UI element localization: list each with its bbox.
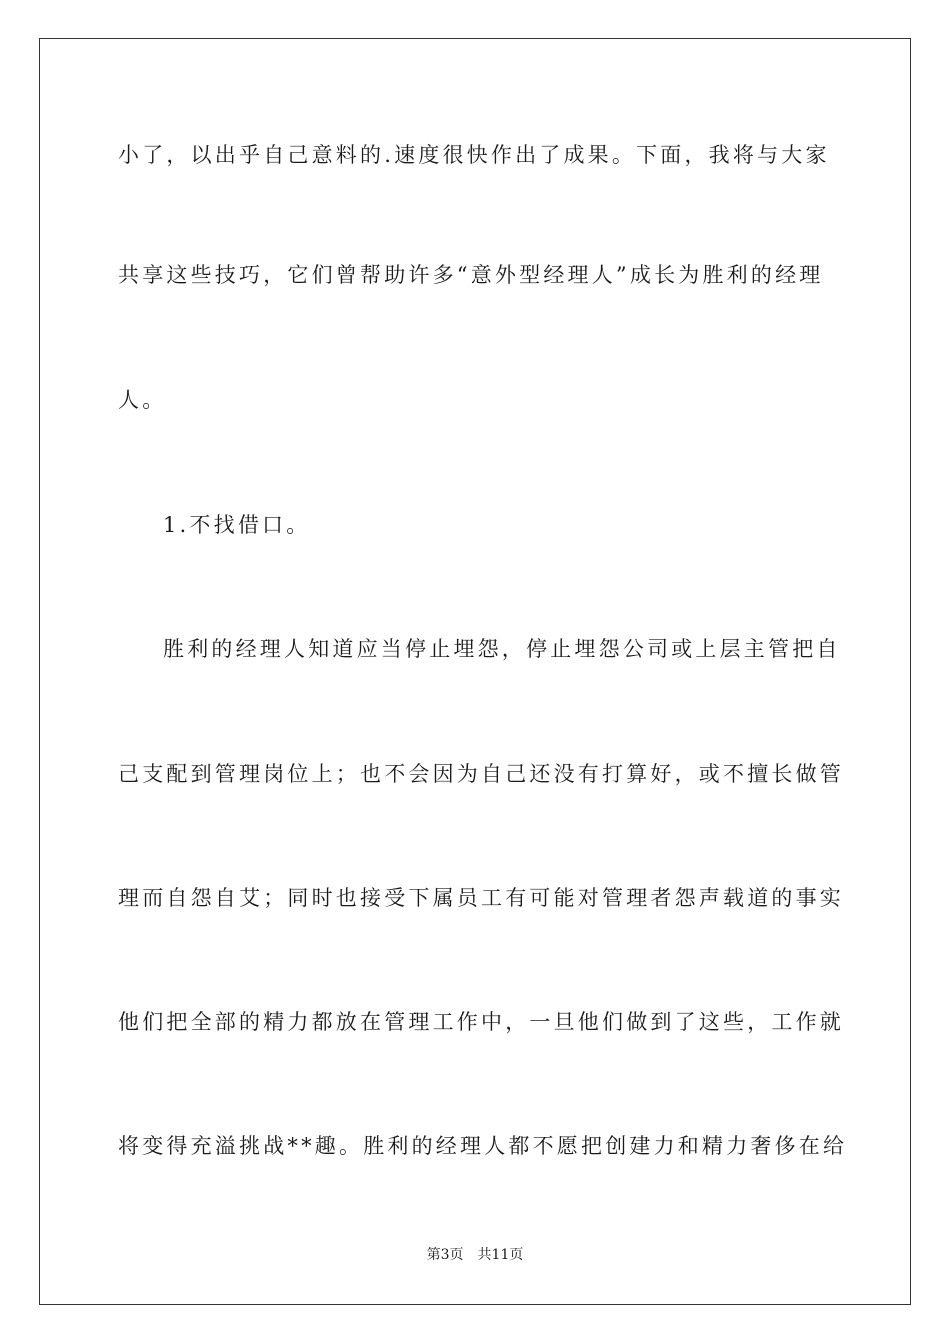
section-heading: 1.不找借口。: [163, 513, 311, 537]
page-number: 第3页: [426, 1247, 464, 1263]
body-line-9: 将变得充溢挑战**趣。胜利的经理人都不愿把创建力和精力奢侈在给: [118, 1134, 848, 1158]
body-line-8: 他们把全部的精力都放在管理工作中，一旦他们做到了这些，工作就: [118, 1010, 844, 1034]
body-line-1: 小了，以出乎自己意料的.速度很快作出了成果。下面，我将与大家: [118, 143, 830, 167]
body-line-2: 共享这些技巧，它们曾帮助许多“意外型经理人”成长为胜利的经理: [118, 263, 824, 287]
page-footer: [0, 1245, 950, 1265]
page-border: [39, 38, 911, 1305]
page-total: 共11页: [477, 1247, 524, 1263]
body-line-3: 人。: [118, 388, 167, 412]
body-line-5: 胜利的经理人知道应当停止埋怨，停止埋怨公司或上层主管把自: [163, 637, 841, 661]
body-line-7: 理而自怨自艾；同时也接受下属员工有可能对管理者怨声载道的事实: [118, 886, 844, 910]
body-line-6: 己支配到管理岗位上；也不会因为自己还没有打算好，或不擅长做管: [118, 762, 844, 786]
